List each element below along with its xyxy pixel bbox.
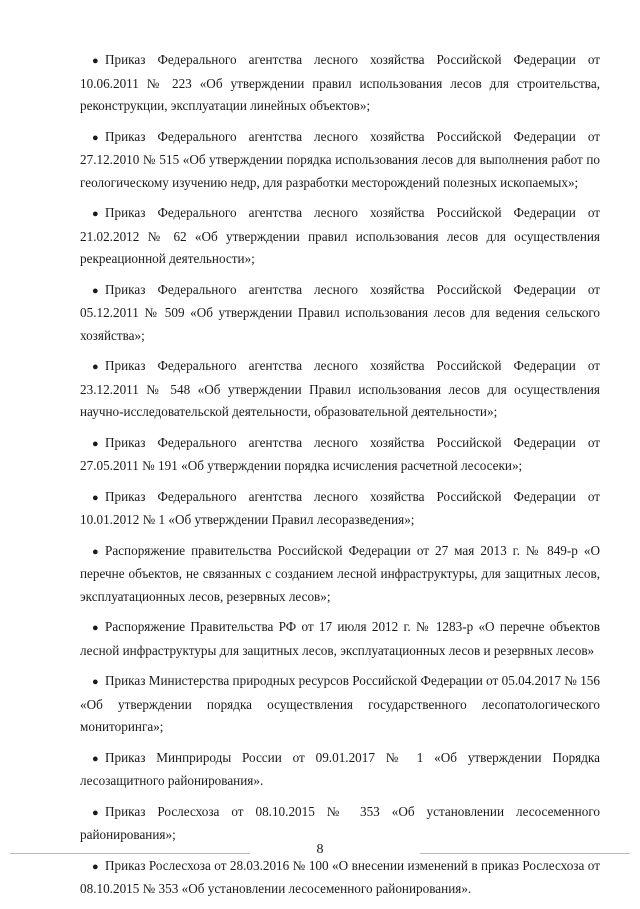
list-item [80,432,600,478]
list-item-text: Распоряжение правительства Российской Федерации от 27 мая 2013 г. № 849-р «О перечне объектов, не связанных с созданием лесной инфраструктуры, для защитных лесов, эксплуатационных лесов, резервных лесов»; [80,542,600,604]
bullet-icon: ● [92,860,99,873]
list-item-text: Приказ Федерального агентства лесного хозяйства Российской Федерации от 27.12.2010 № 515 «Об утверждении порядка использования лесов для выполнения работ по геологическому изучению недр, для разработки месторождений полезных ископаемых»; [80,128,600,190]
list-item-text: Приказ Федерального агентства лесного хозяйства Российской Федерации от 05.12.2011 № 509 «Об утверждении Правил использования лесов для ведения сельского хозяйства»; [80,281,600,343]
list-item-text: Приказ Минприроды России от 09.01.2017 № 1 «Об утверждении Порядка лесозащитного районирования». [80,749,600,788]
list-item-text: Приказ Федерального агентства лесного хозяйства Российской Федерации от 10.06.2011 № 223 «Об утверждении правил использования лесов для строительства, реконструкции, эксплуатации линейных объектов»; [80,52,600,113]
list-item [80,855,600,901]
bullet-icon: ● [92,545,99,558]
list-item-text: Приказ Рослесхоза от 28.03.2016 № 100 «О внесении изменений в приказ Рослесхоза от 08.10.2015 № 353 «Об установлении лесосеменного районирования». [80,857,600,896]
bullet-icon: ● [92,676,99,688]
list-item [80,279,600,348]
bullet-icon: ● [92,806,99,819]
bullet-icon: ● [92,622,99,634]
list-item [80,126,600,195]
list-item-text: Приказ Федерального агентства лесного хозяйства Российской Федерации от 27.05.2011 № 191 «Об утверждении порядка исчисления расчетной лесосеки»; [80,434,600,473]
list-item-text: Приказ Рослесхоза от 08.10.2015 № 353 «Об установлении лесосеменного районирования»; [80,803,600,842]
list-item [80,355,600,424]
list-item [80,616,600,662]
list-item-text: Приказ Федерального агентства лесного хозяйства Российской Федерации от 10.01.2012 № 1 «Об утверждении Правил лесоразведения»; [80,488,600,527]
list-item-text: Приказ Федерального агентства лесного хозяйства Российской Федерации от 21.02.2012 № 62 «Об утверждении правил использования лесов для осуществления рекреационной деятельности»; [80,205,600,266]
list-item [80,540,600,609]
bullet-icon: ● [92,361,99,373]
bullet-icon: ● [92,208,99,220]
bullet-icon: ● [92,284,99,297]
bullet-icon: ● [92,491,99,504]
page-number: 8 [316,842,324,857]
list-item-text: Распоряжение Правительства РФ от 17 июля 2012 г. № 1283-р «О перечне объектов лесной инфраструктуры для защитных лесов, эксплуатационных лесов и резервных лесов» [80,619,600,658]
bullet-icon: ● [92,55,99,67]
list-item [80,801,600,847]
list-item [80,486,600,532]
list-item [80,202,600,271]
list-item-text: Приказ Министерства природных ресурсов Российской Федерации от 05.04.2017 № 156 «Об утверждении порядка осуществления государственного лесопатологического мониторинга»; [80,673,600,734]
list-item [80,670,600,739]
list-item-text: Приказ Федерального агентства лесного хозяйства Российской Федерации от 23.12.2011 № 548 «Об утверждении Правил использования лесов для осуществления научно-исследовательской деятельности, образовательной деятельности»; [80,358,600,419]
list-item [80,747,600,793]
bullet-icon: ● [92,437,99,450]
list-item [80,49,600,118]
bullet-icon: ● [92,131,99,144]
bullet-icon: ● [92,752,99,765]
legal-acts-list [80,49,600,909]
